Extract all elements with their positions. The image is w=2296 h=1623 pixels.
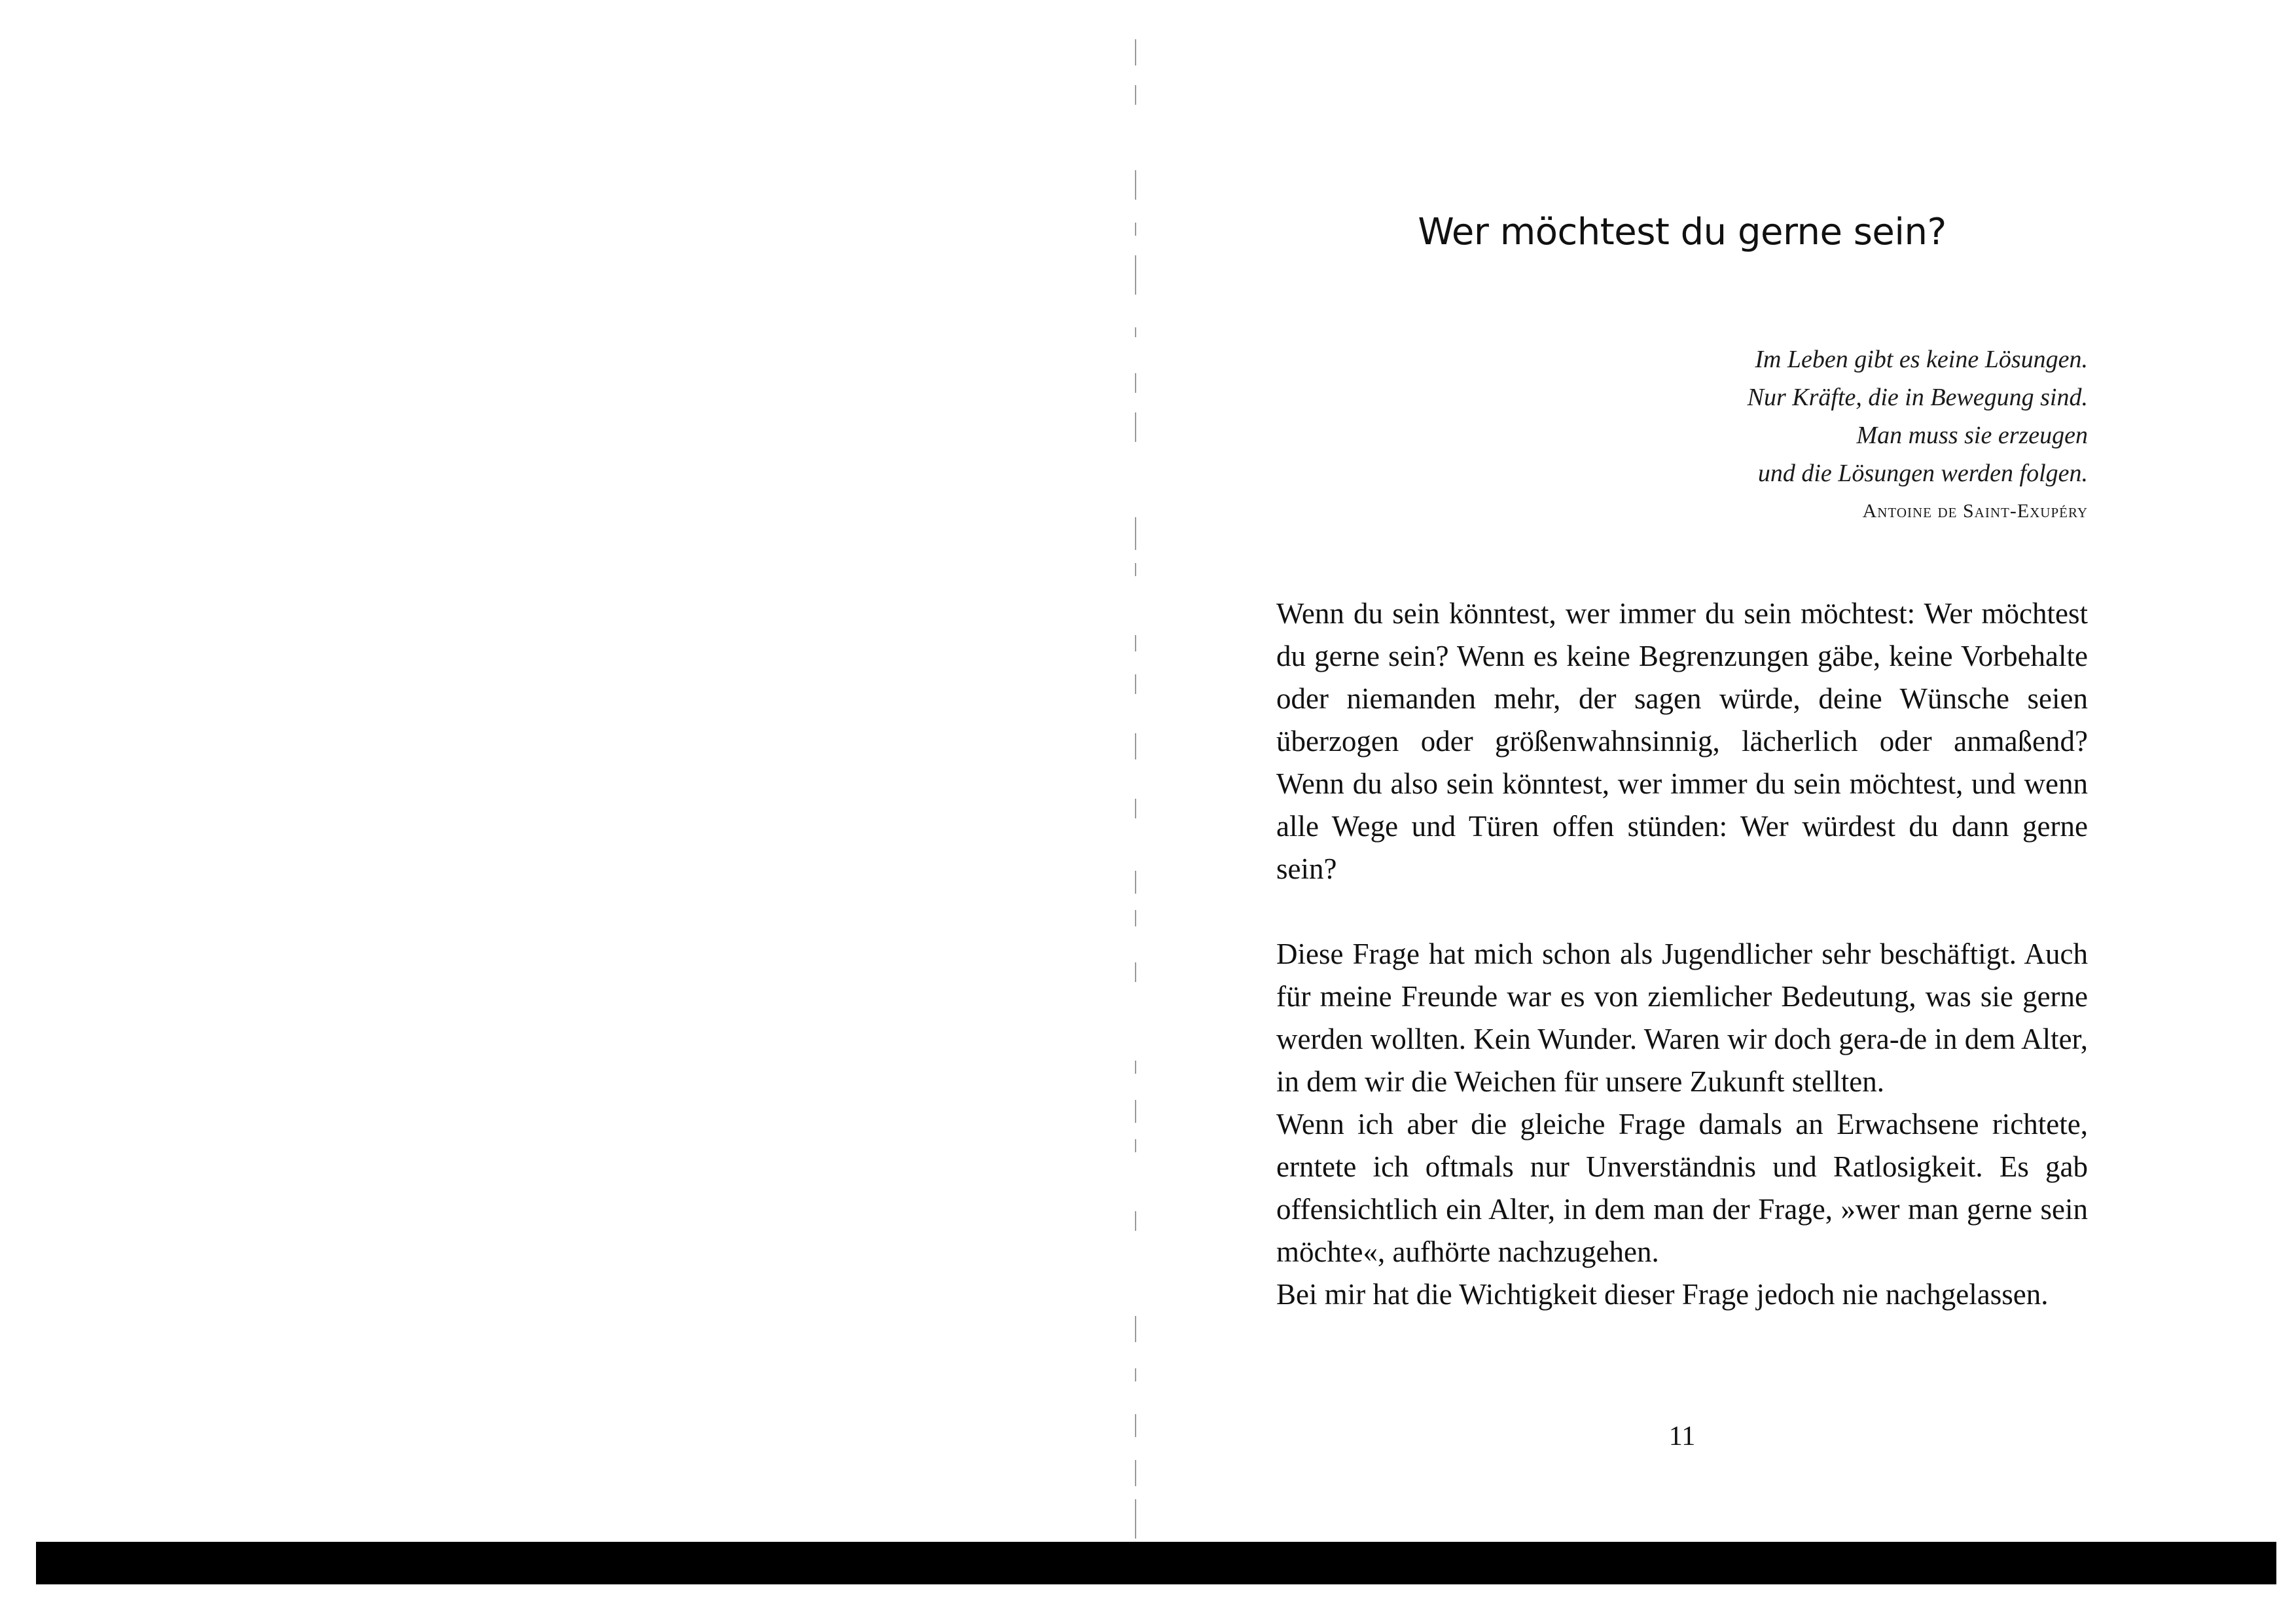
- epigraph: [1433, 340, 2088, 530]
- scan-edge-bar: [36, 1542, 2276, 1584]
- epigraph-line: Man muss sie erzeugen: [1856, 422, 2088, 449]
- paragraph: Bei mir hat die Wichtigkeit dieser Frage jedoch nie nachgelassen.: [1276, 1278, 2049, 1311]
- paragraph: Diese Frage hat mich schon als Jugendlicher sehr beschäftigt. Auch für meine Freunde war es von ziemlicher Bedeutung, was sie gerne werden wollten. Kein Wunder. Waren wir doch gera-de in dem Alter, in dem wir die Weichen für unsere Zukunft stellten.: [1276, 938, 2088, 1098]
- right-page: [1276, 0, 2088, 1532]
- paragraph: Wenn du sein könntest, wer immer du sein möchtest: Wer möchtest du gerne sein? Wenn es keine Begrenzungen gäbe, keine Vorbehalte oder niemanden mehr, der sagen würde, deine Wünsche seien überzogen oder größenwahnsinnig, lächerlich oder anmaßend? Wenn du also sein könntest, wer immer du sein möchtest, und wenn alle Wege und Türen offen stünden: Wer würdest du dann gerne sein?: [1276, 597, 2088, 885]
- body-text: [1276, 593, 2088, 1316]
- epigraph-line: Im Leben gibt es keine Lösungen.: [1755, 346, 2088, 373]
- epigraph-author: Antoine de Saint-Exupéry: [1862, 500, 2088, 522]
- epigraph-line: und die Lösungen werden folgen.: [1757, 460, 2088, 487]
- chapter-title: Wer möchtest du gerne sein?: [1418, 211, 1946, 253]
- epigraph-line: Nur Kräfte, die in Bewegung sind.: [1747, 384, 2088, 411]
- paragraph: Wenn ich aber die gleiche Frage damals an Erwachsene richtete, erntete ich oftmals nur Unverständnis und Ratlosigkeit. Es gab offensichtlich ein Alter, in dem man der Frage, »wer man gerne sein möchte«, aufhörte nachzugehen.: [1276, 1108, 2088, 1268]
- page-number: 11: [1668, 1421, 1696, 1451]
- gutter-scan-marks: [1135, 39, 1139, 1539]
